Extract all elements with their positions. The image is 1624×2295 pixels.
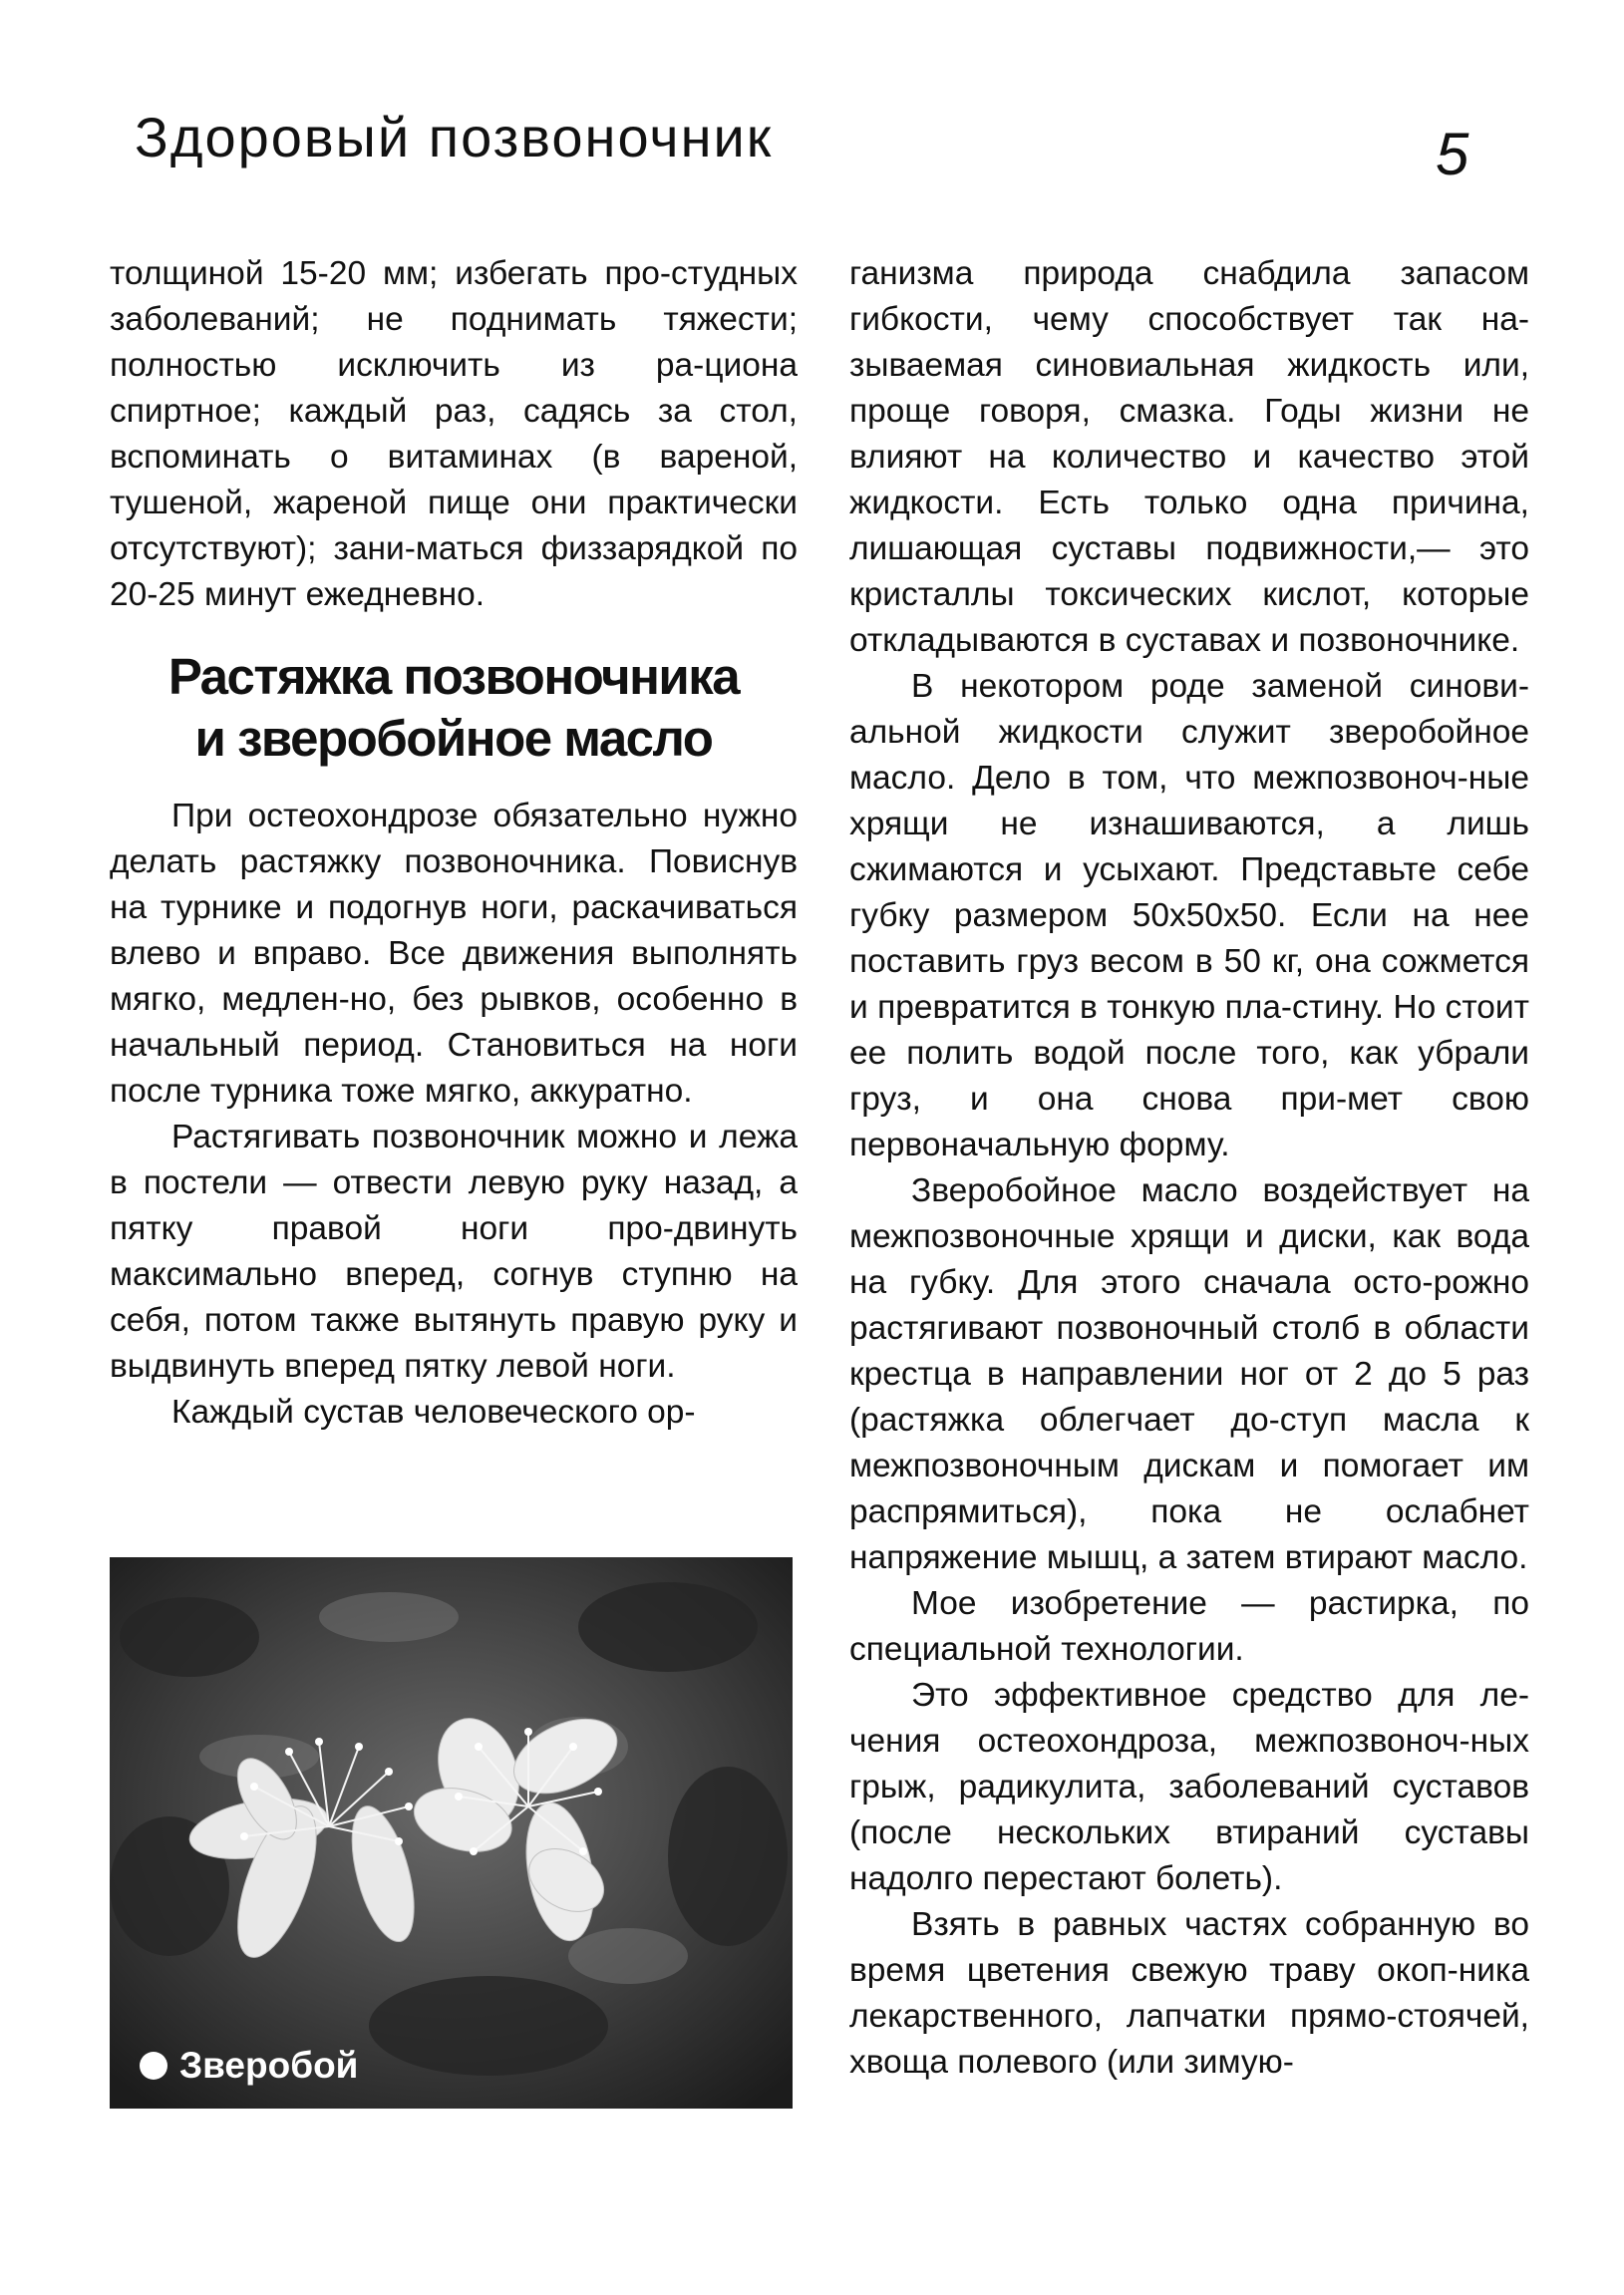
- bullet-dot-icon: [140, 2052, 167, 2080]
- paragraph-invention: Мое изобретение — растирка, по специальной технологии.: [849, 1585, 1529, 1668]
- page-number: 5: [1436, 121, 1469, 187]
- paragraph-joint-flexibility: ганизма природа снабдила запасом гибкости, чему способствует так на-зываемая синовиальная жидкость или, проще говоря, смазка. Годы жизни не влияют на количество и качество этой жидкости. Есть только одна причина, лишающая суставы подвижности,— это кристаллы токсических кислот, которые откладываются в суставах и позвоночнике.: [849, 255, 1529, 659]
- section-heading-line-1: Растяжка позвоночника: [167, 648, 740, 705]
- paragraph-stretching: При остеохондрозе обязательно нужно делать растяжку позвоночника. Повиснув на турнике и подогнув ноги, раскачиваться влево и вправо. Все движения выполнять мягко, медлен-но, без рывков, особенно в начальный период. Становиться на ноги после турника тоже мягко, аккуратно.: [110, 798, 798, 1110]
- section-heading: [110, 646, 798, 770]
- paragraph-lying-stretch: Растягивать позвоночник можно и лежа в постели — отвести левую руку назад, а пятку правой ноги про-двинуть максимально вперед, согнув ступню на себя, потом также вытянуть правую руку и выдвинуть вперед пятку левой ноги.: [110, 1119, 798, 1385]
- paragraph-remedy: Это эффективное средство для ле-чения остеохондроза, межпозвоноч-ных грыж, радикулита, заболеваний суставов (после нескольких втираний суставы надолго перестают болеть).: [849, 1677, 1529, 1897]
- section-heading-line-2: и зверобойное масло: [194, 710, 713, 767]
- left-column: [110, 251, 798, 1436]
- running-head-title: Здоровый позвоночник: [135, 106, 774, 168]
- paragraph-recipe: Взять в равных частях собранную во время цветения свежую траву окоп-ника лекарственного, лапчатки прямо-стоячей, хвоща полевого (или зимую-: [849, 1906, 1529, 2081]
- intro-paragraph: толщиной 15-20 мм; избегать про-студных заболеваний; не поднимать тяжести; полностью исключить из ра-циона спиртное; каждый раз, садясь за стол, вспоминать о витаминах (в вареной, тушеной, жареной пище они практически отсутствуют); зани-маться физзарядкой по 20-25 минут ежедневно.: [110, 255, 798, 613]
- paragraph-joint-start: Каждый сустав человеческого ор-: [171, 1394, 696, 1431]
- st-johns-wort-photo: [110, 1557, 793, 2109]
- paragraph-oil-effect: Зверобойное масло воздействует на межпозвоночные хрящи и диски, как вода на губку. Для этого сначала осто-рожно растягивают позвоночный столб в области крестца в направлении ног от 2 до 5 раз (растяжка облегчает до-ступ масла к межпозвоночным дискам и помогает им распрямиться), пока не ослабнет напряжение мышц, а затем втирают масло.: [849, 1172, 1529, 1576]
- right-column: [849, 251, 1529, 2086]
- photo-caption-text: Зверобой: [179, 2045, 359, 2086]
- photo-caption: [140, 2045, 358, 2087]
- paragraph-oil-substitute: В некотором роде заменой синови-альной жидкости служит зверобойное масло. Дело в том, что межпозвоноч-ные хрящи не изнашиваются, а лишь сжимаются и усыхают. Представьте себе губку размером 50x50x50. Если на нее поставить груз весом в 50 кг, она сожмется и превратится в тонкую пла-стину. Но стоит ее полить водой после того, как убрали груз, и она снова при-мет свою первоначальную форму.: [849, 668, 1529, 1163]
- flower-illustration: [110, 1557, 793, 2109]
